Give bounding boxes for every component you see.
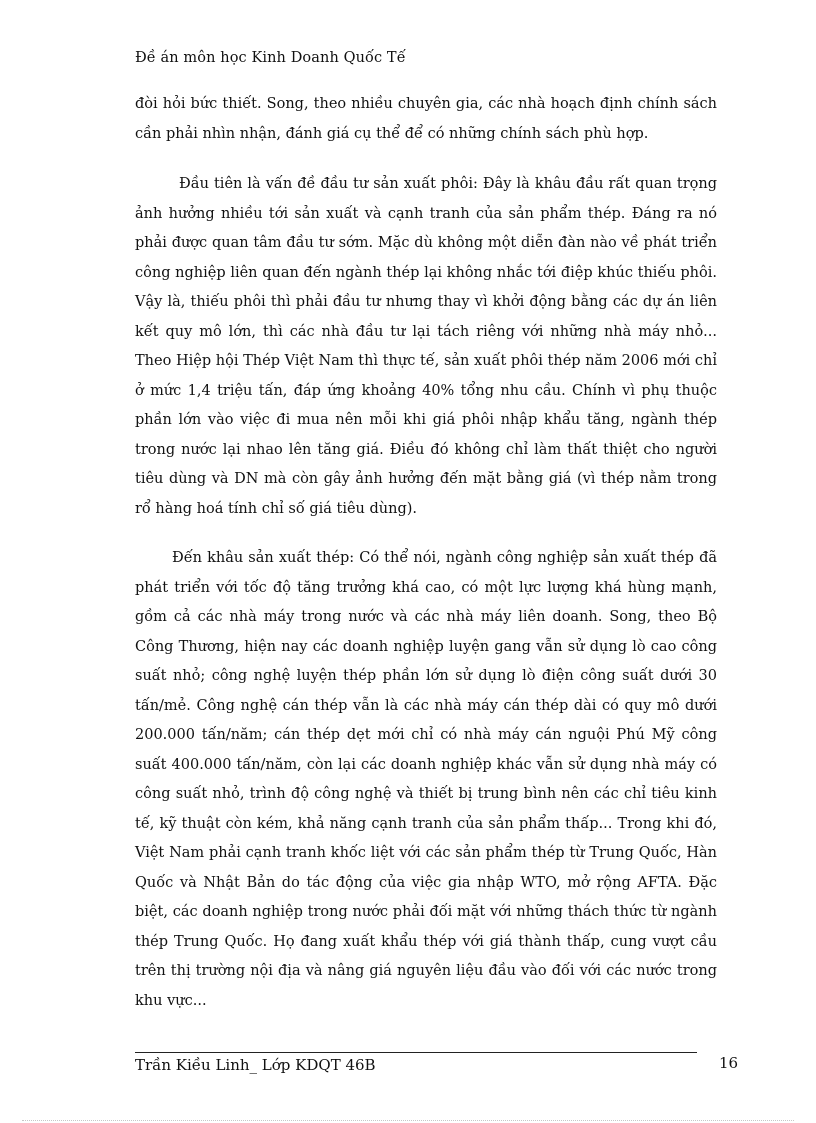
page-header-title: Đề án môn học Kinh Doanh Quốc Tế	[135, 50, 406, 66]
paragraph-billet-investment: Đầu tiên là vấn đề đầu tư sản xuất phôi: Đây là khâu đầu rất quan trọng ảnh hưởng nhiều tới sản xuất và cạnh tranh của sản phẩm thép. Đáng ra nó phải được quan tâm đầu tư sớm. Mặc dù không một diễn đàn nào về phát triển công nghiệp liên quan đến ngành thép lại không nhắc tới điệp khúc thiếu phôi. Vậy là, thiếu phôi thì phải đầu tư nhưng thay vì khởi động bằng các dự án liên kết quy mô lớn, thì các nhà đầu tư lại tách riêng với những nhà máy nhỏ... Theo Hiệp hội Thép Việt Nam thì thực tế, sản xuất phôi thép năm 2006 mới chỉ ở mức 1,4 triệu tấn, đáp ứng khoảng 40% tổng nhu cầu. Chính vì phụ thuộc phần lớn vào việc đi mua nên mỗi khi giá phôi nhập khẩu tăng, ngành thép trong nước lại nhao lên tăng giá. Điều đó không chỉ làm thất thiệt cho người tiêu dùng và DN mà còn gây ảnh hưởng đến mặt bằng giá (vì thép nằm trong rổ hàng hoá tính chỉ số giá tiêu dùng).	[135, 176, 717, 517]
page-number: 16	[719, 1054, 739, 1072]
footer-divider	[135, 1052, 697, 1053]
page-bottom-border	[22, 1120, 794, 1121]
paragraph-continuation: đòi hỏi bức thiết. Song, theo nhiều chuyên gia, các nhà hoạch định chính sách cần phải nhìn nhận, đánh giá cụ thể để có những chính sách phù hợp.	[135, 96, 717, 142]
paragraph-steel-production: Đến khâu sản xuất thép: Có thể nói, ngành công nghiệp sản xuất thép đã phát triển với tốc độ tăng trưởng khá cao, có một lực lượng khá hùng mạnh, gồm cả các nhà máy trong nước và các nhà máy liên doanh. Song, theo Bộ Công Thương, hiện nay các doanh nghiệp luyện gang vẫn sử dụng lò cao công suất nhỏ; công nghệ luyện thép phần lớn sử dụng lò điện công suất dưới 30 tấn/mẻ. Công nghệ cán thép vẫn là các nhà máy cán thép dài có quy mô dưới 200.000 tấn/năm; cán thép dẹt mới chỉ có nhà máy cán nguội Phú Mỹ công suất 400.000 tấn/năm, còn lại các doanh nghiệp khác vẫn sử dụng nhà máy có công suất nhỏ, trình độ công nghệ và thiết bị trung bình nên các chỉ tiêu kinh tế, kỹ thuật còn kém, khả năng cạnh tranh của sản phẩm thấp... Trong khi đó, Việt Nam phải cạnh tranh khốc liệt với các sản phẩm thép từ Trung Quốc, Hàn Quốc và Nhật Bản do tác động của việc gia nhập WTO, mở rộng AFTA. Đặc biệt, các doanh nghiệp trong nước phải đối mặt với những thách thức từ ngành thép Trung Quốc. Họ đang xuất khẩu thép với giá thành thấp, cung vượt cầu trên thị trường nội địa và nâng giá nguyên liệu đầu vào đối với các nước trong khu vực...	[135, 550, 717, 1009]
footer-author: Trần Kiều Linh_ Lớp KDQT 46B	[135, 1056, 376, 1074]
